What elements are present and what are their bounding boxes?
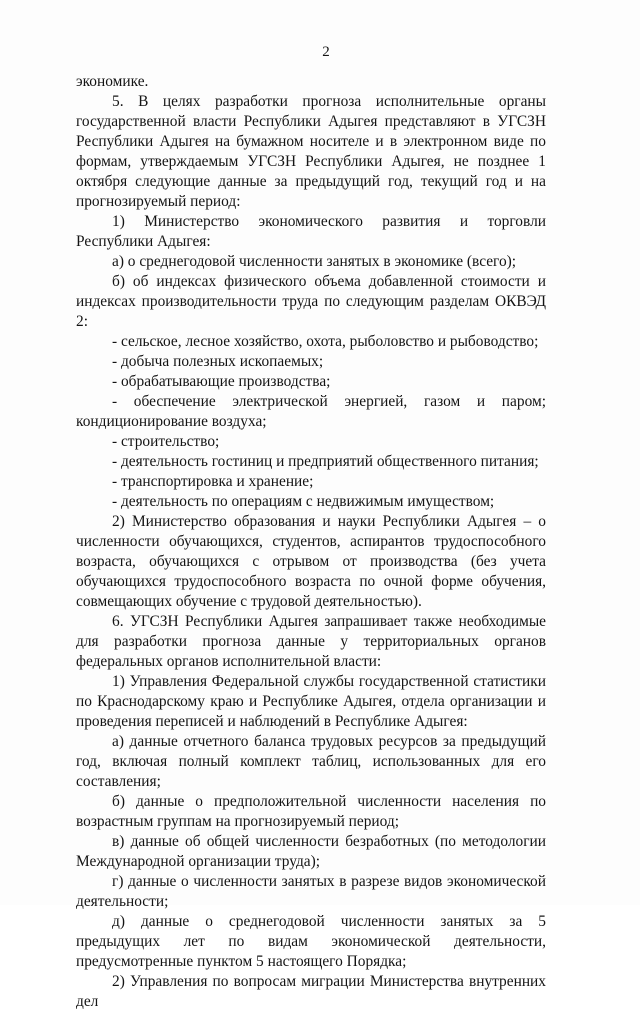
list-item: - обрабатывающие производства; [112,373,331,390]
paragraph: экономике. [76,73,149,90]
list-item: - деятельность гостиниц и предприятий общественного питания; [112,453,539,470]
paragraph: а) о среднегодовой численности занятых в экономике (всего); [112,253,517,270]
paragraph: д) данные о среднегодовой численности занятых за 5 предыдущих лет по видам экономической деятельности, предусмотренные пунктом 5 настоящего Порядка; [76,913,546,970]
paragraph: 1) Управления Федеральной службы государственной статистики по Краснодарскому краю и Республике Адыгея, отдела организации и проведения переписей и наблюдений в Республике Адыгея: [76,673,546,730]
list-item: - сельское, лесное хозяйство, охота, рыболовство и рыбоводство; [112,333,539,350]
page-number: 2 [322,44,330,60]
list-item: - строительство; [112,433,220,450]
paragraph: 5. В целях разработки прогноза исполнительные органы государственной власти Республики Адыгея представляют в УГСЗН Республики Адыгея на бумажном носителе и в электронном виде по формам, утверждаемым УГСЗН Республики Адыгея, не позднее 1 октября следующие данные за предыдущий год, текущий год и на прогнозируемый период: [76,93,546,210]
list-item: - добыча полезных ископаемых; [112,353,324,370]
paragraph: б) об индексах физического объема добавленной стоимости и индексах производительности труда по следующим разделам ОКВЭД 2: [76,273,546,330]
paragraph: а) данные отчетного баланса трудовых ресурсов за предыдущий год, включая полный комплект таблиц, использованных для его составления; [76,733,546,790]
paragraph: 1) Министерство экономического развития и торговли Республики Адыгея: [76,213,546,250]
paragraph: 2) Министерство образования и науки Республики Адыгея – о численности обучающихся, студентов, аспирантов трудоспособного возраста, обучающихся с отрывом от производства (без учета обучающихся трудоспособного возраста по очной форме обучения, совмещающих обучение с трудовой деятельностью). [76,513,546,610]
paragraph: б) данные о предположительной численности населения по возрастным группам на прогнозируемый период; [76,793,546,830]
paragraph: 2) Управления по вопросам миграции Министерства внутренних дел [76,973,546,1010]
list-item: - деятельность по операциям с недвижимым имуществом; [112,493,495,510]
paragraph: 6. УГСЗН Республики Адыгея запрашивает также необходимые для разработки прогноза данные у территориальных органов федеральных органов исполнительной власти: [76,613,546,670]
list-item: - обеспечение электрической энергией, газом и паром; кондиционирование воздуха; [76,393,546,430]
paragraph: г) данные о численности занятых в разрезе видов экономической деятельности; [76,873,546,910]
document-body [76,72,546,1012]
list-item: - транспортировка и хранение; [112,473,314,490]
paragraph: в) данные об общей численности безработных (по методологии Международной организации труда); [76,833,546,870]
